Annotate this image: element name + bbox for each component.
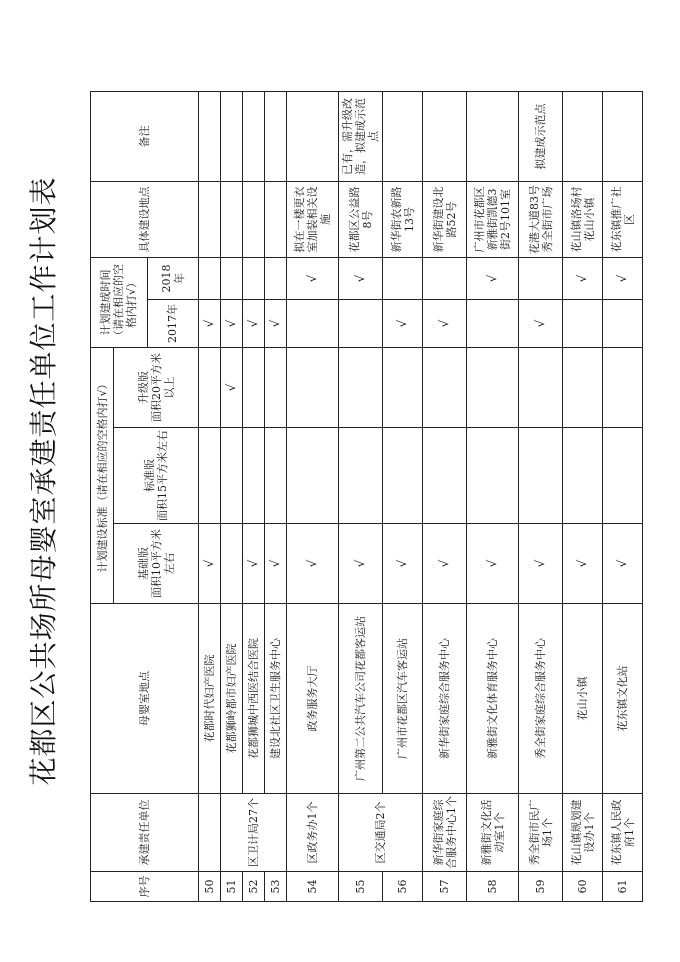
row-address: 花港大道83号秀全街市广场: [519, 182, 563, 258]
row-y2018-check: [423, 258, 467, 300]
table-row: [467, 92, 519, 902]
row-address: 新华街农新路13号: [383, 182, 423, 258]
row-y2017-check: √: [519, 300, 563, 348]
row-address: 广州市花都区新雅街凯德3街2号101室: [467, 182, 519, 258]
row-basic-check: √: [199, 524, 221, 604]
table-row: [423, 92, 467, 902]
header-location: 母婴室地点: [91, 604, 199, 794]
row-note: [221, 92, 243, 182]
row-address: 花东镇推广社区: [603, 182, 643, 258]
row-seq: 52: [243, 872, 265, 902]
row-standard-check: [603, 428, 643, 524]
header-standard-group: 计划建设标准（请在相应的空格内打√）: [91, 348, 114, 604]
row-note: [563, 92, 603, 182]
row-address: 花山镇洛场村花山小镇: [563, 182, 603, 258]
row-note: 已有，需升级改造，拟建成示范点: [339, 92, 383, 182]
row-upgrade-check: [383, 348, 423, 428]
table-row: [243, 92, 265, 902]
row-unit: 区卫计局27个: [221, 794, 287, 872]
row-address: 新华街建设北路52号: [423, 182, 467, 258]
table-row: [265, 92, 287, 902]
row-basic-check: √: [467, 524, 519, 604]
row-note: [423, 92, 467, 182]
row-address: [265, 182, 287, 258]
row-seq: 57: [423, 872, 467, 902]
row-y2018-check: [221, 258, 243, 300]
row-upgrade-check: [467, 348, 519, 428]
row-y2018-check: [519, 258, 563, 300]
row-y2018-check: [243, 258, 265, 300]
row-standard-check: [563, 428, 603, 524]
row-basic-check: √: [243, 524, 265, 604]
row-y2018-check: [265, 258, 287, 300]
row-y2018-check: √: [339, 258, 383, 300]
row-seq: 54: [287, 872, 339, 902]
row-y2018-check: [199, 258, 221, 300]
header-upgrade: 升级版 面积20平方米以上: [114, 348, 199, 428]
row-basic-check: √: [563, 524, 603, 604]
row-location: 花都狮城中西医结合医院: [243, 604, 265, 794]
row-upgrade-check: [199, 348, 221, 428]
row-standard-check: [467, 428, 519, 524]
row-y2017-check: [287, 300, 339, 348]
row-seq: 56: [383, 872, 423, 902]
row-location: 政务服务大厅: [287, 604, 339, 794]
row-y2018-check: √: [467, 258, 519, 300]
row-y2017-check: [603, 300, 643, 348]
row-location: 新华街家庭综合服务中心: [423, 604, 467, 794]
row-unit: 秀全街市民广场1个: [519, 794, 563, 872]
header-unit: 承建责任单位: [91, 794, 199, 872]
row-location: 花山小镇: [563, 604, 603, 794]
header-basic: 基础版 面积10平方米左右: [114, 524, 199, 604]
page-title: 花都区公共场所母婴室承建责任单位工作计划表: [27, 176, 60, 786]
row-unit: 花山镇规划建设办1个: [563, 794, 603, 872]
row-note: [603, 92, 643, 182]
row-location: 广州市花都区汽车客运站: [383, 604, 423, 794]
row-standard-check: [221, 428, 243, 524]
row-unit: [199, 794, 221, 872]
row-note: [199, 92, 221, 182]
row-standard-check: [287, 428, 339, 524]
row-upgrade-check: [339, 348, 383, 428]
row-seq: 61: [603, 872, 643, 902]
row-standard-check: [339, 428, 383, 524]
row-y2018-check: [383, 258, 423, 300]
table-row: [339, 92, 383, 902]
row-y2017-check: [339, 300, 383, 348]
row-y2017-check: [467, 300, 519, 348]
header-seq: 序号: [91, 872, 199, 902]
row-seq: 60: [563, 872, 603, 902]
table-row: [383, 92, 423, 902]
row-basic-check: √: [603, 524, 643, 604]
row-y2017-check: √: [265, 300, 287, 348]
row-standard-check: [265, 428, 287, 524]
row-address: [243, 182, 265, 258]
row-upgrade-check: [243, 348, 265, 428]
row-note: [467, 92, 519, 182]
row-note: [265, 92, 287, 182]
row-unit: 区政务办1个: [287, 794, 339, 872]
header-address: 具体建设地点: [91, 182, 199, 258]
row-basic-check: √: [423, 524, 467, 604]
header-time-group: 计划建成时间 （请在相应的空格内打√）: [91, 258, 148, 348]
row-note: [287, 92, 339, 182]
row-seq: 59: [519, 872, 563, 902]
row-y2017-check: √: [221, 300, 243, 348]
row-unit: 区交通局2个: [339, 794, 423, 872]
row-y2017-check: √: [243, 300, 265, 348]
row-note: [243, 92, 265, 182]
row-location: 新雅街文化体育服务中心: [467, 604, 519, 794]
row-address: 拟在一楼更衣室加装相关设施: [287, 182, 339, 258]
row-upgrade-check: [603, 348, 643, 428]
table-row: [519, 92, 563, 902]
row-basic-check: [221, 524, 243, 604]
row-upgrade-check: [265, 348, 287, 428]
row-location: 秀全街家庭综合服务中心: [519, 604, 563, 794]
row-upgrade-check: [519, 348, 563, 428]
row-address: 花都区公益路8号: [339, 182, 383, 258]
row-standard-check: [519, 428, 563, 524]
row-y2017-check: √: [423, 300, 467, 348]
row-y2018-check: √: [563, 258, 603, 300]
row-basic-check: √: [265, 524, 287, 604]
row-standard-check: [383, 428, 423, 524]
row-note: [383, 92, 423, 182]
row-standard-check: [199, 428, 221, 524]
row-seq: 53: [265, 872, 287, 902]
table-row: [603, 92, 643, 902]
row-seq: 58: [467, 872, 519, 902]
plan-table: [90, 91, 643, 902]
row-upgrade-check: [287, 348, 339, 428]
row-location: 花都狮岭都市妇产医院: [221, 604, 243, 794]
row-seq: 51: [221, 872, 243, 902]
row-unit: 花东镇人民政府1个: [603, 794, 643, 872]
header-2017: 2017年: [147, 300, 198, 348]
row-unit: 新华街家庭综合服务中心1个: [423, 794, 467, 872]
row-basic-check: √: [287, 524, 339, 604]
row-location: 建设北社区卫生服务中心: [265, 604, 287, 794]
row-y2018-check: √: [287, 258, 339, 300]
row-address: [199, 182, 221, 258]
row-upgrade-check: [563, 348, 603, 428]
row-y2017-check: √: [383, 300, 423, 348]
table-row: [221, 92, 243, 902]
row-y2018-check: √: [603, 258, 643, 300]
row-y2017-check: [563, 300, 603, 348]
row-standard-check: [423, 428, 467, 524]
row-standard-check: [243, 428, 265, 524]
row-upgrade-check: √: [221, 348, 243, 428]
row-seq: 50: [199, 872, 221, 902]
header-note: 备注: [91, 92, 199, 182]
row-location: 花东镇文化站: [603, 604, 643, 794]
row-basic-check: √: [519, 524, 563, 604]
row-basic-check: √: [339, 524, 383, 604]
row-seq: 55: [339, 872, 383, 902]
row-location: 广州第二公共汽车公司花都客运站: [339, 604, 383, 794]
row-basic-check: √: [383, 524, 423, 604]
header-2018: 2018年: [147, 258, 198, 300]
row-upgrade-check: [423, 348, 467, 428]
row-address: [221, 182, 243, 258]
table-row: [563, 92, 603, 902]
table-row: [199, 92, 221, 902]
row-y2017-check: √: [199, 300, 221, 348]
row-location: 花都时代妇产医院: [199, 604, 221, 794]
row-note: 拟建成示范点: [519, 92, 563, 182]
row-unit: 新雅街文化活动室1个: [467, 794, 519, 872]
table-row: [287, 92, 339, 902]
header-standard: 标准版 面积15平方米左右: [114, 428, 199, 524]
